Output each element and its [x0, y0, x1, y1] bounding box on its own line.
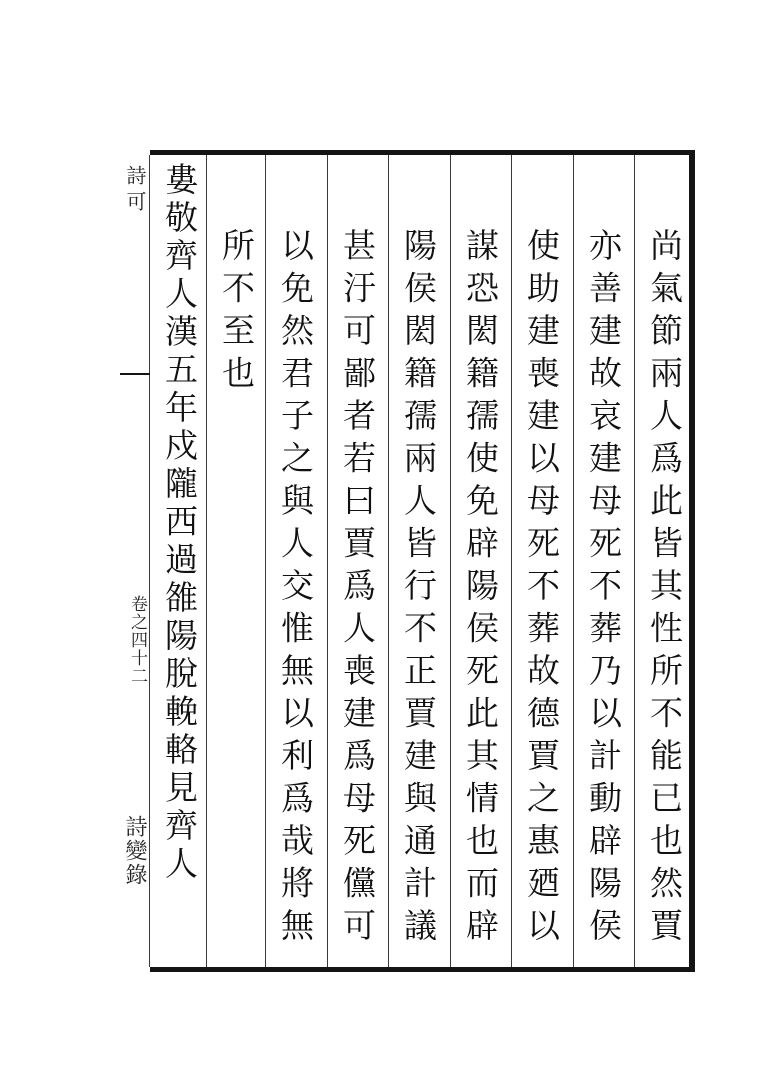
- column-rule: [327, 155, 328, 967]
- text-column-5: 陽侯閎籍孺兩人皆行不正賈建與通計議: [399, 228, 438, 951]
- text-column-9: 婁敬齊人漢五年戍隴西過雒陽脫輓輅見齊人: [160, 162, 199, 884]
- column-rule: [206, 155, 207, 967]
- column-rule: [573, 155, 574, 967]
- margin-footer: 詩變錄: [122, 815, 147, 887]
- margin-title: 詩可: [123, 165, 147, 217]
- text-column-4: 謀恐閎籍孺使免辟陽侯死此其情也而辟: [461, 228, 500, 951]
- text-column-7: 以免然君子之與人交惟無以利爲哉將無: [276, 228, 315, 951]
- column-rule: [511, 155, 512, 967]
- column-rule: [634, 155, 635, 967]
- block-heart-margin: [112, 155, 150, 967]
- volume-label: 卷之四十二: [127, 595, 147, 685]
- column-rule: [450, 155, 451, 967]
- column-rule: [265, 155, 266, 967]
- text-column-8: 所不至也: [217, 228, 256, 398]
- margin-rule: [120, 373, 150, 375]
- text-column-2: 亦善建故哀建母死不葬乃以計動辟陽侯: [584, 228, 623, 951]
- text-column-1: 尚氣節兩人爲此皆其性所不能已也然賈: [645, 228, 684, 951]
- column-rule: [388, 155, 389, 967]
- text-column-3: 使助建喪建以母死不葬故德賈之惠廼以: [522, 228, 561, 951]
- text-column-6: 甚汙可鄙者若曰賈爲人喪建爲母死儻可: [338, 228, 377, 951]
